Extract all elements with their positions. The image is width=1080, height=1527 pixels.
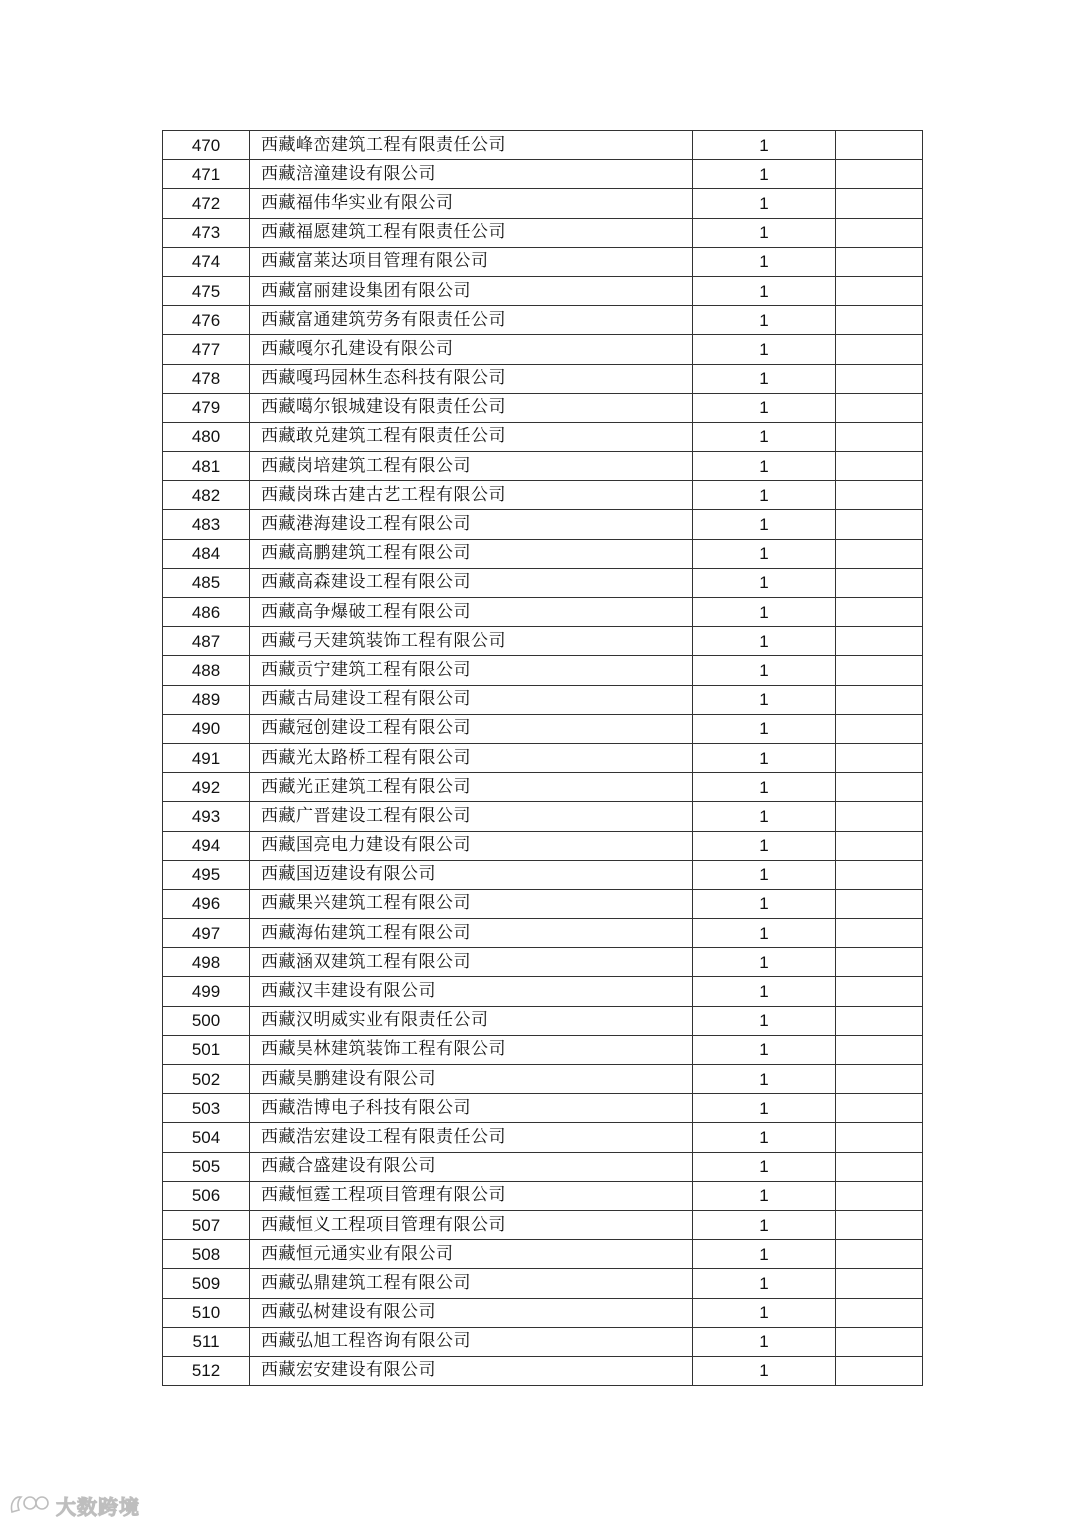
- quantity-cell: 1: [693, 364, 836, 393]
- quantity-cell: 1: [693, 1240, 836, 1269]
- company-name-cell: 西藏合盛建设有限公司: [250, 1152, 693, 1181]
- row-number-cell: 508: [163, 1240, 250, 1269]
- row-number-cell: 511: [163, 1327, 250, 1356]
- company-name-cell: 西藏果兴建筑工程有限公司: [250, 889, 693, 918]
- table-row: [163, 919, 923, 948]
- table-row: [163, 1298, 923, 1327]
- company-name-cell: 西藏福愿建筑工程有限责任公司: [250, 218, 693, 247]
- company-name-cell: 西藏弘旭工程咨询有限公司: [250, 1327, 693, 1356]
- table-row: [163, 656, 923, 685]
- table-row: [163, 627, 923, 656]
- quantity-cell: 1: [693, 1152, 836, 1181]
- quantity-cell: 1: [693, 1065, 836, 1094]
- table-row: [163, 539, 923, 568]
- quantity-cell: 1: [693, 598, 836, 627]
- row-number-cell: 506: [163, 1181, 250, 1210]
- row-number-cell: 487: [163, 627, 250, 656]
- table-row: [163, 598, 923, 627]
- note-cell: [836, 860, 923, 889]
- table-row: [163, 131, 923, 160]
- company-name-cell: 西藏嘎玛园林生态科技有限公司: [250, 364, 693, 393]
- quantity-cell: 1: [693, 802, 836, 831]
- row-number-cell: 497: [163, 919, 250, 948]
- note-cell: [836, 276, 923, 305]
- table-row: [163, 452, 923, 481]
- note-cell: [836, 977, 923, 1006]
- note-cell: [836, 948, 923, 977]
- note-cell: [836, 627, 923, 656]
- row-number-cell: 470: [163, 131, 250, 160]
- note-cell: [836, 773, 923, 802]
- row-number-cell: 512: [163, 1356, 250, 1385]
- table-row: [163, 510, 923, 539]
- quantity-cell: 1: [693, 1327, 836, 1356]
- quantity-cell: 1: [693, 1123, 836, 1152]
- table-row: [163, 773, 923, 802]
- brand-logo-icon: [8, 1492, 50, 1518]
- quantity-cell: 1: [693, 831, 836, 860]
- quantity-cell: 1: [693, 335, 836, 364]
- note-cell: [836, 743, 923, 772]
- note-cell: [836, 656, 923, 685]
- company-name-cell: 西藏敢兑建筑工程有限责任公司: [250, 422, 693, 451]
- quantity-cell: 1: [693, 422, 836, 451]
- table-row: [163, 802, 923, 831]
- note-cell: [836, 1240, 923, 1269]
- company-name-cell: 西藏富通建筑劳务有限责任公司: [250, 306, 693, 335]
- row-number-cell: 503: [163, 1094, 250, 1123]
- company-name-cell: 西藏弓天建筑装饰工程有限公司: [250, 627, 693, 656]
- table-row: [163, 1152, 923, 1181]
- company-name-cell: 西藏福伟华实业有限公司: [250, 189, 693, 218]
- table-row: [163, 860, 923, 889]
- company-name-cell: 西藏昊林建筑装饰工程有限公司: [250, 1035, 693, 1064]
- company-name-cell: 西藏岗珠古建古艺工程有限公司: [250, 481, 693, 510]
- company-name-cell: 西藏冠创建设工程有限公司: [250, 714, 693, 743]
- quantity-cell: 1: [693, 948, 836, 977]
- company-name-cell: 西藏岗培建筑工程有限公司: [250, 452, 693, 481]
- company-name-cell: 西藏富丽建设集团有限公司: [250, 276, 693, 305]
- watermark-text: 大数跨境: [56, 1494, 140, 1519]
- quantity-cell: 1: [693, 189, 836, 218]
- note-cell: [836, 1181, 923, 1210]
- table-row: [163, 393, 923, 422]
- table-row: [163, 1094, 923, 1123]
- quantity-cell: 1: [693, 1298, 836, 1327]
- company-name-cell: 西藏噶尔银城建设有限责任公司: [250, 393, 693, 422]
- row-number-cell: 495: [163, 860, 250, 889]
- company-name-cell: 西藏高争爆破工程有限公司: [250, 598, 693, 627]
- row-number-cell: 510: [163, 1298, 250, 1327]
- row-number-cell: 493: [163, 802, 250, 831]
- company-name-cell: 西藏古局建设工程有限公司: [250, 685, 693, 714]
- watermark: [8, 1490, 140, 1520]
- row-number-cell: 485: [163, 568, 250, 597]
- row-number-cell: 480: [163, 422, 250, 451]
- table-row: [163, 335, 923, 364]
- note-cell: [836, 714, 923, 743]
- row-number-cell: 502: [163, 1065, 250, 1094]
- company-name-cell: 西藏昊鹏建设有限公司: [250, 1065, 693, 1094]
- company-name-cell: 西藏高鹏建筑工程有限公司: [250, 539, 693, 568]
- quantity-cell: 1: [693, 1035, 836, 1064]
- row-number-cell: 490: [163, 714, 250, 743]
- company-name-cell: 西藏浩博电子科技有限公司: [250, 1094, 693, 1123]
- company-name-cell: 西藏光太路桥工程有限公司: [250, 743, 693, 772]
- company-name-cell: 西藏恒义工程项目管理有限公司: [250, 1210, 693, 1239]
- row-number-cell: 477: [163, 335, 250, 364]
- note-cell: [836, 247, 923, 276]
- row-number-cell: 481: [163, 452, 250, 481]
- note-cell: [836, 1327, 923, 1356]
- row-number-cell: 492: [163, 773, 250, 802]
- company-name-cell: 西藏港海建设工程有限公司: [250, 510, 693, 539]
- row-number-cell: 504: [163, 1123, 250, 1152]
- quantity-cell: 1: [693, 481, 836, 510]
- company-name-cell: 西藏涵双建筑工程有限公司: [250, 948, 693, 977]
- table-row: [163, 1123, 923, 1152]
- quantity-cell: 1: [693, 773, 836, 802]
- quantity-cell: 1: [693, 393, 836, 422]
- row-number-cell: 488: [163, 656, 250, 685]
- note-cell: [836, 568, 923, 597]
- row-number-cell: 483: [163, 510, 250, 539]
- row-number-cell: 484: [163, 539, 250, 568]
- quantity-cell: 1: [693, 627, 836, 656]
- row-number-cell: 494: [163, 831, 250, 860]
- note-cell: [836, 452, 923, 481]
- company-name-cell: 西藏贡宁建筑工程有限公司: [250, 656, 693, 685]
- note-cell: [836, 335, 923, 364]
- row-number-cell: 478: [163, 364, 250, 393]
- note-cell: [836, 919, 923, 948]
- note-cell: [836, 393, 923, 422]
- company-name-cell: 西藏峰峦建筑工程有限责任公司: [250, 131, 693, 160]
- quantity-cell: 1: [693, 977, 836, 1006]
- quantity-cell: 1: [693, 1181, 836, 1210]
- row-number-cell: 498: [163, 948, 250, 977]
- note-cell: [836, 802, 923, 831]
- quantity-cell: 1: [693, 539, 836, 568]
- quantity-cell: 1: [693, 1094, 836, 1123]
- quantity-cell: 1: [693, 1356, 836, 1385]
- note-cell: [836, 131, 923, 160]
- company-name-cell: 西藏弘树建设有限公司: [250, 1298, 693, 1327]
- company-name-cell: 西藏国亮电力建设有限公司: [250, 831, 693, 860]
- note-cell: [836, 1298, 923, 1327]
- company-name-cell: 西藏宏安建设有限公司: [250, 1356, 693, 1385]
- quantity-cell: 1: [693, 1269, 836, 1298]
- table-row: [163, 568, 923, 597]
- note-cell: [836, 1356, 923, 1385]
- note-cell: [836, 598, 923, 627]
- quantity-cell: 1: [693, 714, 836, 743]
- row-number-cell: 491: [163, 743, 250, 772]
- quantity-cell: 1: [693, 568, 836, 597]
- note-cell: [836, 481, 923, 510]
- table-row: [163, 1065, 923, 1094]
- company-name-cell: 西藏高森建设工程有限公司: [250, 568, 693, 597]
- table-row: [163, 218, 923, 247]
- table-row: [163, 831, 923, 860]
- table-row: [163, 1181, 923, 1210]
- note-cell: [836, 1123, 923, 1152]
- company-table: [162, 130, 923, 1386]
- quantity-cell: 1: [693, 276, 836, 305]
- note-cell: [836, 1210, 923, 1239]
- quantity-cell: 1: [693, 889, 836, 918]
- company-name-cell: 西藏汉丰建设有限公司: [250, 977, 693, 1006]
- note-cell: [836, 889, 923, 918]
- quantity-cell: 1: [693, 247, 836, 276]
- table-row: [163, 1269, 923, 1298]
- note-cell: [836, 539, 923, 568]
- company-name-cell: 西藏海佑建筑工程有限公司: [250, 919, 693, 948]
- row-number-cell: 499: [163, 977, 250, 1006]
- note-cell: [836, 1094, 923, 1123]
- row-number-cell: 475: [163, 276, 250, 305]
- company-name-cell: 西藏光正建筑工程有限公司: [250, 773, 693, 802]
- table-row: [163, 1006, 923, 1035]
- row-number-cell: 489: [163, 685, 250, 714]
- quantity-cell: 1: [693, 131, 836, 160]
- note-cell: [836, 422, 923, 451]
- company-name-cell: 西藏富莱达项目管理有限公司: [250, 247, 693, 276]
- table-row: [163, 977, 923, 1006]
- note-cell: [836, 1035, 923, 1064]
- row-number-cell: 476: [163, 306, 250, 335]
- row-number-cell: 471: [163, 160, 250, 189]
- quantity-cell: 1: [693, 160, 836, 189]
- note-cell: [836, 831, 923, 860]
- note-cell: [836, 1006, 923, 1035]
- table-row: [163, 160, 923, 189]
- company-name-cell: 西藏弘鼎建筑工程有限公司: [250, 1269, 693, 1298]
- note-cell: [836, 364, 923, 393]
- row-number-cell: 501: [163, 1035, 250, 1064]
- note-cell: [836, 685, 923, 714]
- company-name-cell: 西藏恒霆工程项目管理有限公司: [250, 1181, 693, 1210]
- quantity-cell: 1: [693, 685, 836, 714]
- note-cell: [836, 1269, 923, 1298]
- quantity-cell: 1: [693, 860, 836, 889]
- quantity-cell: 1: [693, 510, 836, 539]
- company-name-cell: 西藏涪潼建设有限公司: [250, 160, 693, 189]
- row-number-cell: 479: [163, 393, 250, 422]
- quantity-cell: 1: [693, 306, 836, 335]
- table-row: [163, 1210, 923, 1239]
- row-number-cell: 472: [163, 189, 250, 218]
- quantity-cell: 1: [693, 1006, 836, 1035]
- table-row: [163, 422, 923, 451]
- note-cell: [836, 306, 923, 335]
- table-row: [163, 714, 923, 743]
- row-number-cell: 474: [163, 247, 250, 276]
- table-row: [163, 1240, 923, 1269]
- table-row: [163, 1035, 923, 1064]
- row-number-cell: 507: [163, 1210, 250, 1239]
- company-name-cell: 西藏恒元通实业有限公司: [250, 1240, 693, 1269]
- quantity-cell: 1: [693, 1210, 836, 1239]
- quantity-cell: 1: [693, 452, 836, 481]
- company-table-body: [163, 131, 923, 1386]
- table-row: [163, 685, 923, 714]
- quantity-cell: 1: [693, 656, 836, 685]
- table-row: [163, 276, 923, 305]
- quantity-cell: 1: [693, 919, 836, 948]
- note-cell: [836, 1152, 923, 1181]
- company-name-cell: 西藏汉明威实业有限责任公司: [250, 1006, 693, 1035]
- row-number-cell: 473: [163, 218, 250, 247]
- note-cell: [836, 218, 923, 247]
- table-row: [163, 247, 923, 276]
- company-name-cell: 西藏国迈建设有限公司: [250, 860, 693, 889]
- quantity-cell: 1: [693, 743, 836, 772]
- table-row: [163, 1356, 923, 1385]
- row-number-cell: 505: [163, 1152, 250, 1181]
- note-cell: [836, 1065, 923, 1094]
- table-row: [163, 948, 923, 977]
- row-number-cell: 482: [163, 481, 250, 510]
- note-cell: [836, 160, 923, 189]
- note-cell: [836, 189, 923, 218]
- company-name-cell: 西藏广晋建设工程有限公司: [250, 802, 693, 831]
- quantity-cell: 1: [693, 218, 836, 247]
- table-row: [163, 364, 923, 393]
- row-number-cell: 509: [163, 1269, 250, 1298]
- company-name-cell: 西藏嘎尔孔建设有限公司: [250, 335, 693, 364]
- table-row: [163, 189, 923, 218]
- table-row: [163, 889, 923, 918]
- table-row: [163, 1327, 923, 1356]
- row-number-cell: 500: [163, 1006, 250, 1035]
- note-cell: [836, 510, 923, 539]
- company-name-cell: 西藏浩宏建设工程有限责任公司: [250, 1123, 693, 1152]
- table-row: [163, 306, 923, 335]
- row-number-cell: 486: [163, 598, 250, 627]
- table-row: [163, 481, 923, 510]
- table-row: [163, 743, 923, 772]
- row-number-cell: 496: [163, 889, 250, 918]
